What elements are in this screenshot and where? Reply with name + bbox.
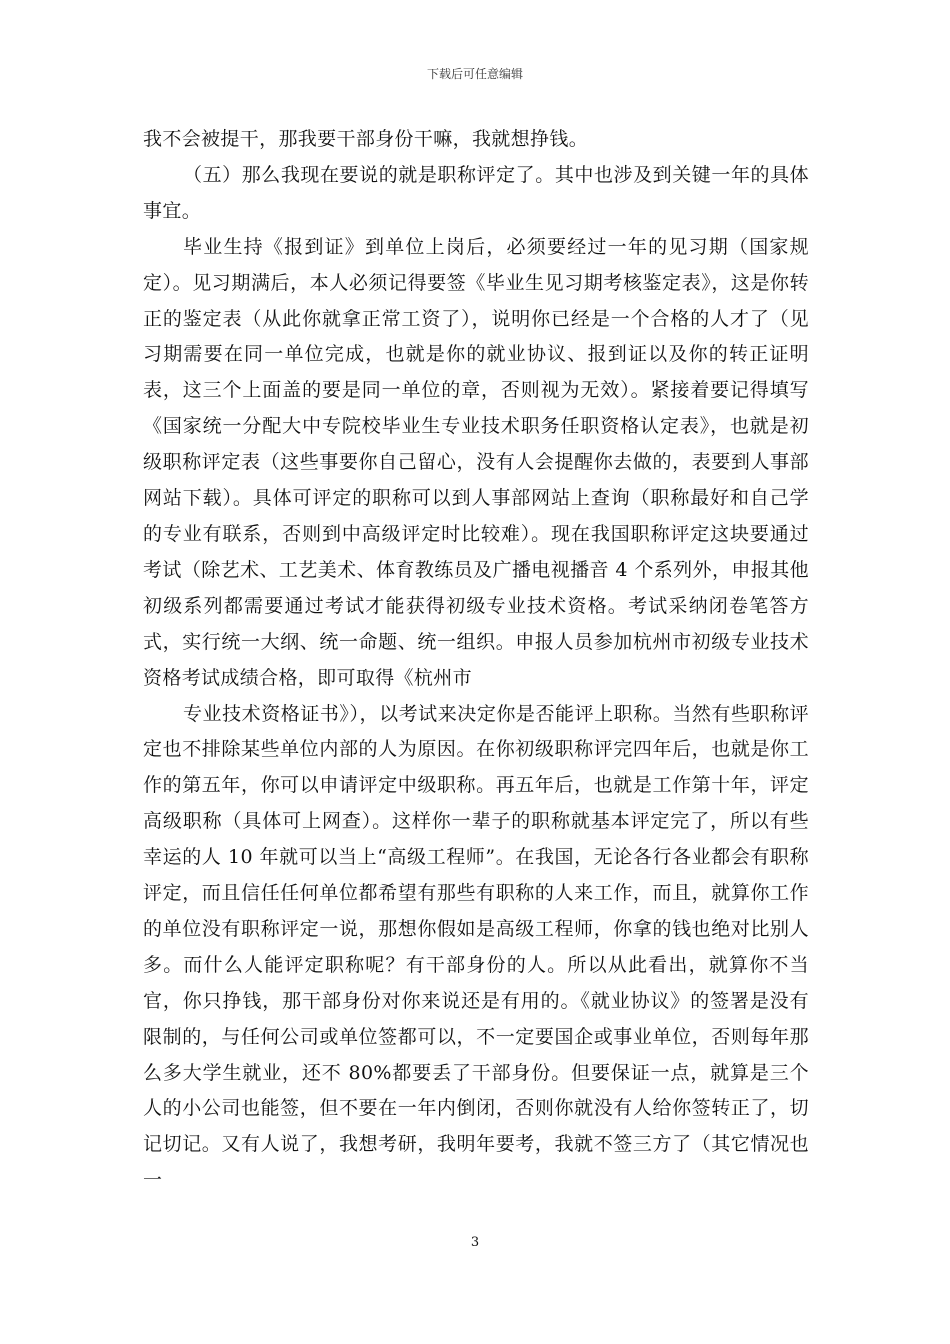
paragraph-title-evaluation: 专业技术资格证书》），以考试来决定你是否能评上职称。当然有些职称评定也不排除某些单位内部的人为原因。在你初级职称评完四年后，也就是你工作的第五年，你可以申请评定中级职称。再五年后，也就是工作第十年，评定高级职称（具体可上网查）。这样你一辈子的职称就基本评定完了，所以有些幸运的人 10 年就可以当上“高级工程师”。在我国，无论各行各业都会有职称评定，而且信任任何单位都希望有那些有职称的人来工作，而且，就算你工作的单位没有职称评定一说，那想你假如是高级工程师，你拿的钱也绝对比别人多。而什么人能评定职称呢？有干部身份的人。所以从此看出，就算你不当官，你只挣钱，那干部身份对你来说还是有用的。《就业协议》的签署是没有限制的，与任何公司或单位签都可以，不一定要国企或事业单位，否则每年那么多大学生就业，还不 80%都要丢了干部身份。但要保证一点，就算是三个人的小公司也能签，但不要在一年内倒闭，否则你就没有人给你签转正了，切记切记。又有人说了，我想考研，我明年要考，我就不签三方了（其它情况也一 xyxy=(143,702,809,1192)
page-number: 3 xyxy=(470,1235,480,1250)
page-header: 下载后可任意编辑 xyxy=(426,67,523,81)
paragraph-section-five: （五）那么我现在要说的就是职称评定了。其中也涉及到关键一年的具体事宜。 xyxy=(143,163,809,222)
paragraph-probation: 毕业生持《报到证》到单位上岗后，必须要经过一年的见习期（国家规定）。见习期满后，本人必须记得要签《毕业生见习期考核鉴定表》，这是你转正的鉴定表（从此你就拿正常工资了），说明你已经是一个合格的人才了（见习期需要在同一单位完成，也就是你的就业协议、报到证以及你的转正证明表，这三个上面盖的要是同一单位的章，否则视为无效）。紧接着要记得填写《国家统一分配大中专院校毕业生专业技术职务任职资格认定表》，也就是初级职称评定表（这些事要你自己留心，没有人会提醒你去做的，表要到人事部网站下载）。具体可评定的职称可以到人事部网站上查询（职称最好和自己学的专业有联系，否则到中高级评定时比较难）。现在我国职称评定这块要通过考试（除艺术、工艺美术、体育教练员及广播电视播音 4 个系列外，申报其他初级系列都需要通过考试才能获得初级专业技术资格。考试采纳闭卷笔答方式，实行统一大纲、统一命题、统一组织。申报人员参加杭州市初级专业技术资格考试成绩合格，即可取得《杭州市 xyxy=(143,235,809,689)
paragraph-continuation: 我不会被提干，那我要干部身份干嘛，我就想挣钱。 xyxy=(143,128,589,150)
document-body xyxy=(143,122,809,1199)
